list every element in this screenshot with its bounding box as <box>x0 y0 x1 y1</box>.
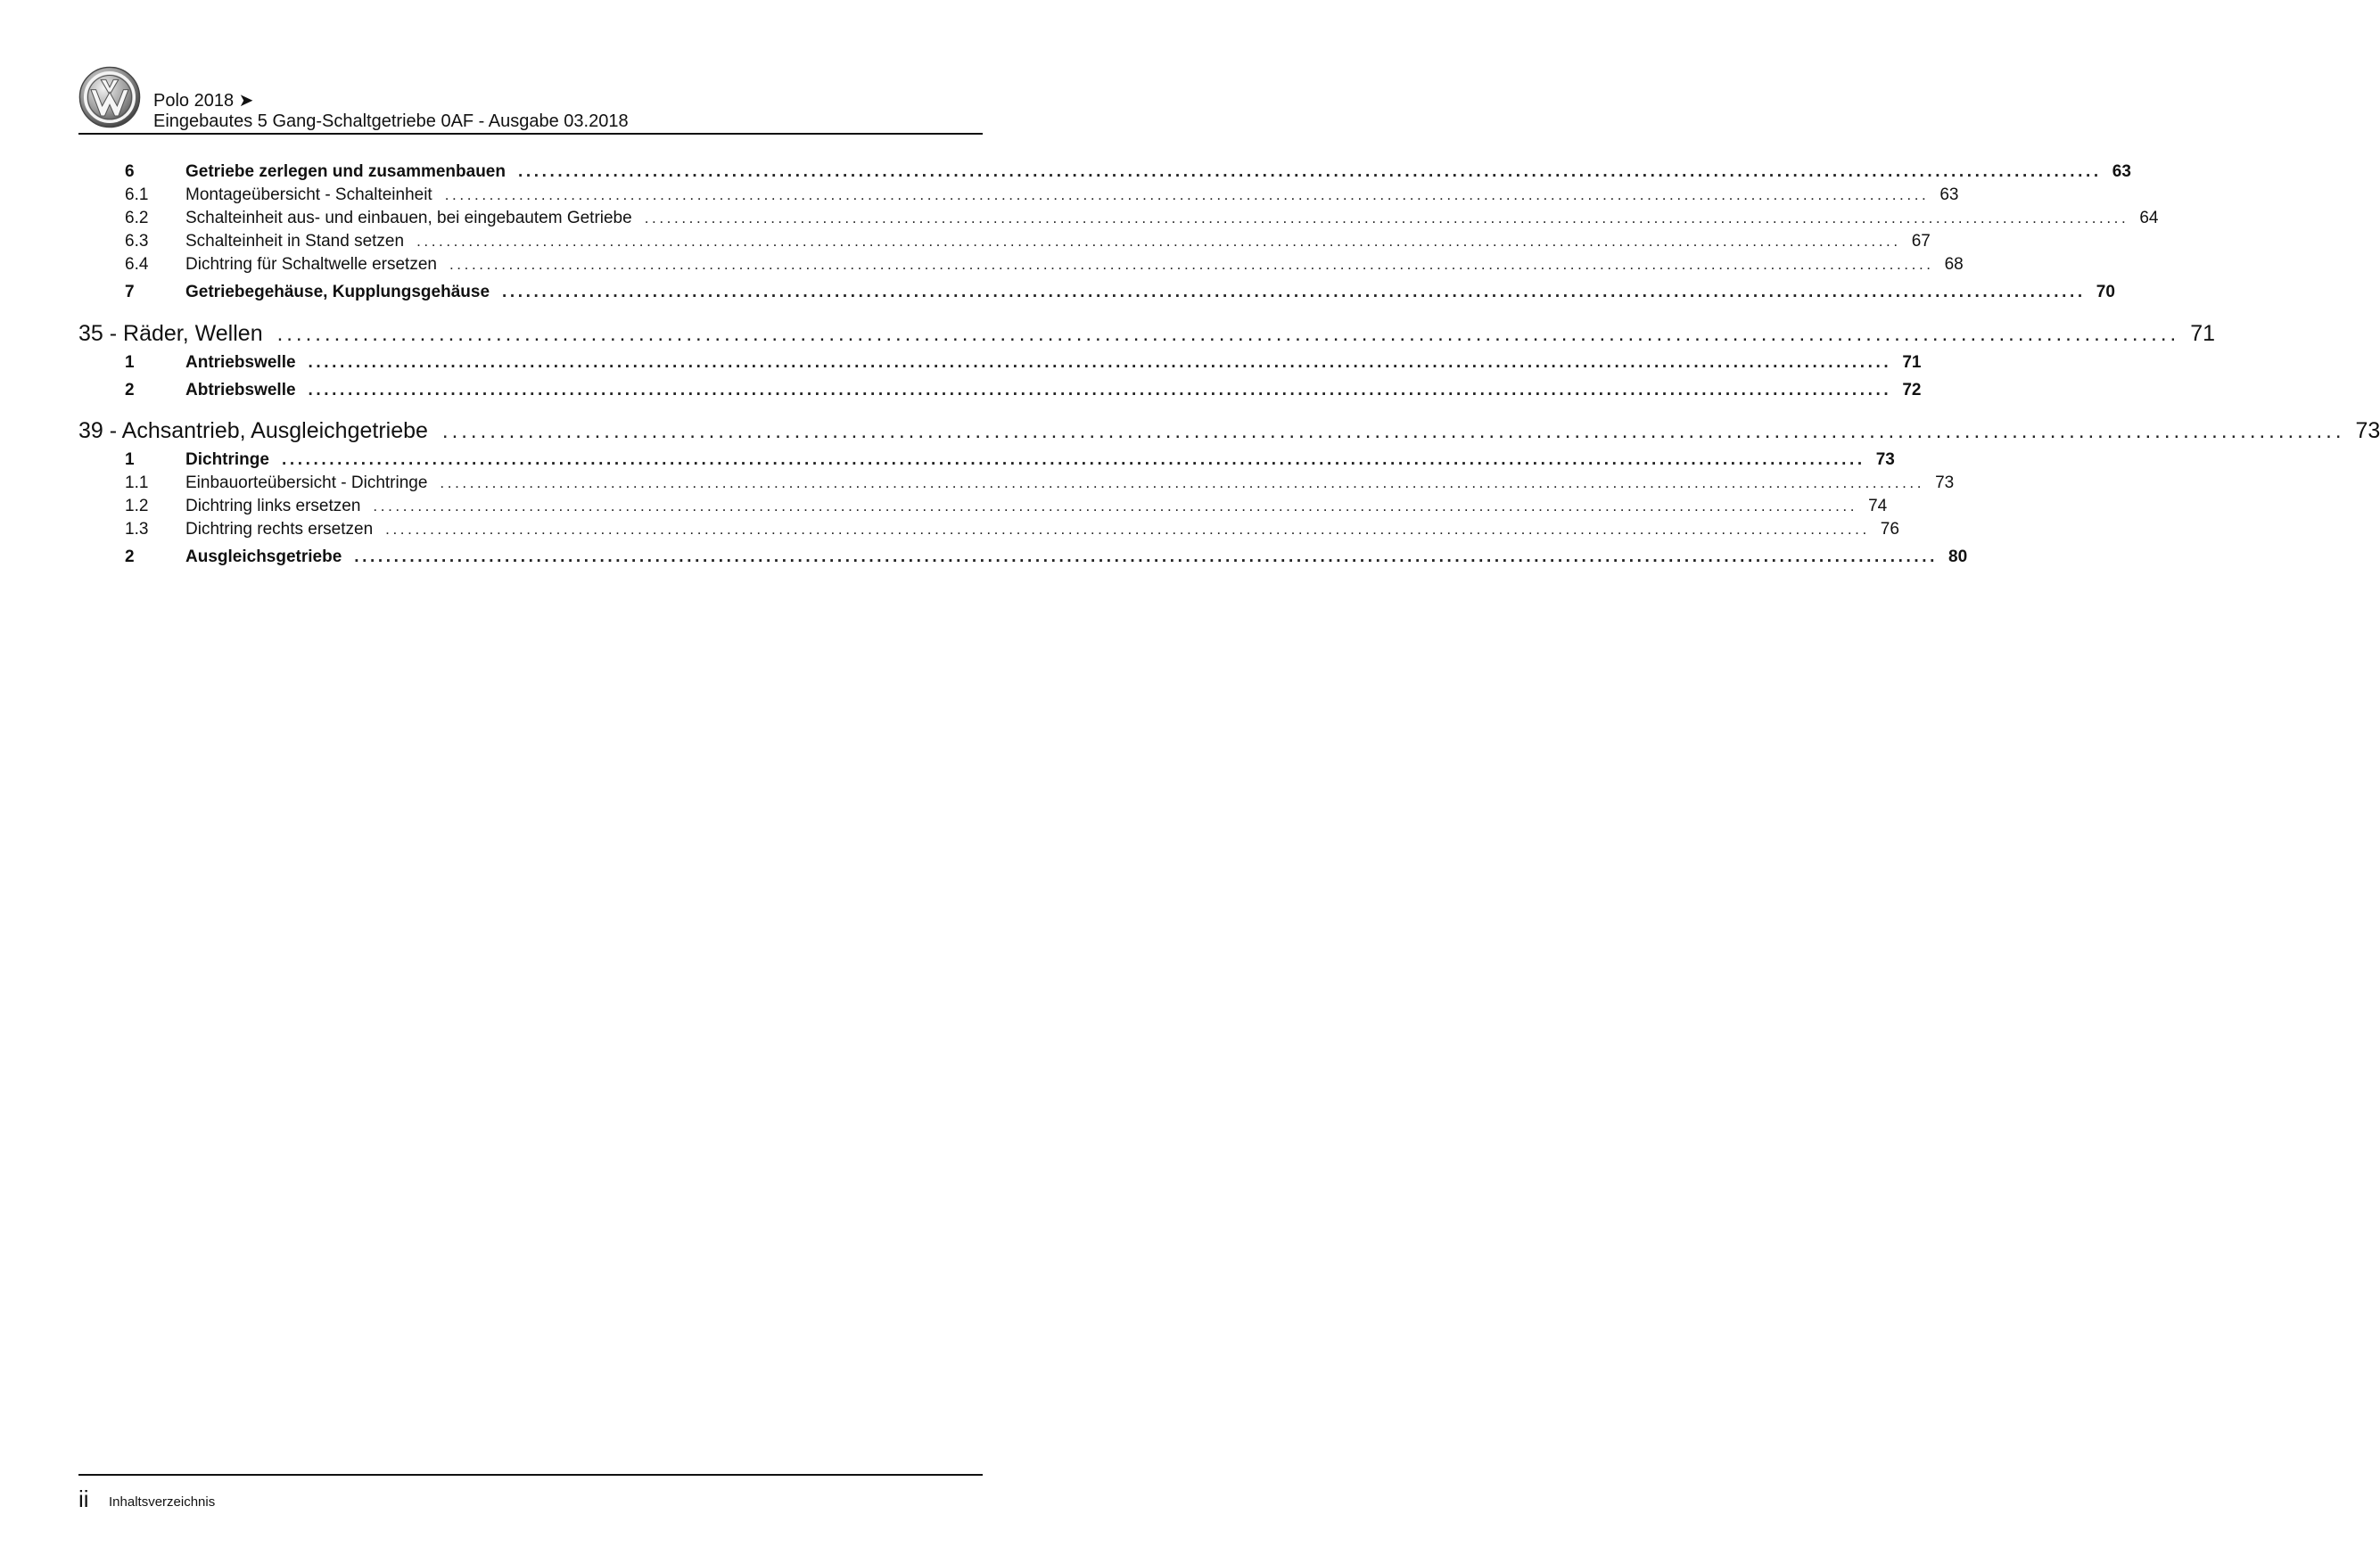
toc-entry[interactable] <box>0 353 1922 376</box>
toc-entry[interactable] <box>0 520 1899 543</box>
toc-number: 6 <box>125 162 135 181</box>
toc-page: 68 <box>1944 255 1964 274</box>
toc-entry[interactable] <box>0 450 1895 473</box>
toc-page: 71 <box>1902 353 1922 372</box>
toc-leader: ........................................................................................................................................................................................................ <box>281 450 1865 469</box>
toc-leader: ........................................................................................................................................................................................................ <box>308 353 1892 372</box>
toc-number: 6.4 <box>125 255 149 274</box>
toc-chapter[interactable] <box>0 321 2215 350</box>
toc-title: Dichtringe <box>185 450 269 469</box>
toc-entry[interactable] <box>0 497 1888 520</box>
toc-number: 6.2 <box>125 209 149 227</box>
toc-leader: ........................................................................................................................................................................................................ <box>373 498 1858 514</box>
toc-title: Abtriebswelle <box>185 381 296 399</box>
toc-page: 74 <box>1868 497 1888 515</box>
toc-title: Schalteinheit in Stand setzen <box>185 232 405 251</box>
toc-chapter-title: 39 - Achsantrieb, Ausgleichgetriebe <box>78 418 428 443</box>
toc-chapter[interactable] <box>0 418 2380 447</box>
toc-entry[interactable] <box>0 473 1955 497</box>
toc-number: 7 <box>125 283 135 301</box>
header-model: Polo 2018 ➤ <box>153 91 254 111</box>
header-rule <box>78 133 983 135</box>
toc-number: 6.1 <box>125 185 149 204</box>
toc-entry[interactable] <box>0 547 1968 571</box>
toc-entry[interactable] <box>0 283 2115 306</box>
toc-leader: ........................................................................................................................................................................................................ <box>449 256 1934 273</box>
toc-page: 76 <box>1880 520 1899 539</box>
toc-leader: ........................................................................................................................................................................................................ <box>644 210 2129 226</box>
toc-title: Montageübersicht - Schalteinheit <box>185 185 432 204</box>
toc-number: 1.1 <box>125 473 149 492</box>
toc-number: 6.3 <box>125 232 149 251</box>
toc-title: Ausgleichsgetriebe <box>185 547 342 566</box>
toc-title: Einbauorteübersicht - Dichtringe <box>185 473 428 492</box>
toc-page: 63 <box>2112 162 2131 181</box>
toc-title: Schalteinheit aus- und einbauen, bei eingebautem Getriebe <box>185 209 632 227</box>
toc-number: 1.2 <box>125 497 149 515</box>
toc-leader: ........................................................................................................................................................................................................ <box>440 474 1925 491</box>
toc-number: 1 <box>125 450 135 469</box>
toc-number: 2 <box>125 381 135 399</box>
toc-title: Dichtring links ersetzen <box>185 497 361 515</box>
toc-page: 72 <box>1902 381 1922 399</box>
toc-page: 64 <box>2139 209 2159 227</box>
toc-entry[interactable] <box>0 381 1922 404</box>
toc-number: 2 <box>125 547 135 566</box>
toc-leader: ........................................................................................................................................................................................................ <box>276 322 2180 346</box>
toc-page: 67 <box>1911 232 1931 251</box>
footer-rule <box>78 1474 983 1476</box>
toc-leader: ........................................................................................................................................................................................................ <box>385 521 1870 538</box>
toc-entry[interactable] <box>0 232 1931 255</box>
toc-title: Getriebe zerlegen und zusammenbauen <box>185 162 506 181</box>
toc-page: 73 <box>1935 473 1955 492</box>
toc-leader: ........................................................................................................................................................................................................ <box>441 419 2345 443</box>
page-number: ii <box>78 1486 89 1512</box>
toc-leader: ........................................................................................................................................................................................................ <box>502 283 2086 301</box>
toc-page: 70 <box>2096 283 2115 301</box>
toc-title: Getriebegehäuse, Kupplungsgehäuse <box>185 283 490 301</box>
toc-leader: ........................................................................................................................................................................................................ <box>416 233 1901 250</box>
toc-title: Dichtring rechts ersetzen <box>185 520 374 539</box>
header-subtitle: Eingebautes 5 Gang-Schaltgetriebe 0AF - Ausgabe 03.2018 <box>153 111 629 131</box>
toc-entry[interactable] <box>0 185 1959 209</box>
toc-page: 73 <box>2355 418 2380 443</box>
toc-page: 80 <box>1948 547 1968 566</box>
toc-page: 71 <box>2190 321 2215 346</box>
toc-entry[interactable] <box>0 162 2131 185</box>
toc-number: 1.3 <box>125 520 149 539</box>
toc-page: 73 <box>1875 450 1895 469</box>
toc-number: 1 <box>125 353 135 372</box>
toc-title: Antriebswelle <box>185 353 296 372</box>
toc-title: Dichtring für Schaltwelle ersetzen <box>185 255 437 274</box>
toc-leader: ........................................................................................................................................................................................................ <box>308 381 1892 399</box>
footer-label: Inhaltsverzeichnis <box>109 1494 216 1510</box>
toc-entry[interactable] <box>0 209 2159 232</box>
toc-leader: ........................................................................................................................................................................................................ <box>354 547 1939 566</box>
toc-leader: ........................................................................................................................................................................................................ <box>444 186 1930 203</box>
toc-chapter-title: 35 - Räder, Wellen <box>78 321 263 346</box>
toc-page: 63 <box>1939 185 1959 204</box>
toc-entry[interactable] <box>0 255 1964 278</box>
vw-logo-icon <box>78 66 141 128</box>
toc-leader: ........................................................................................................................................................................................................ <box>517 162 2102 181</box>
